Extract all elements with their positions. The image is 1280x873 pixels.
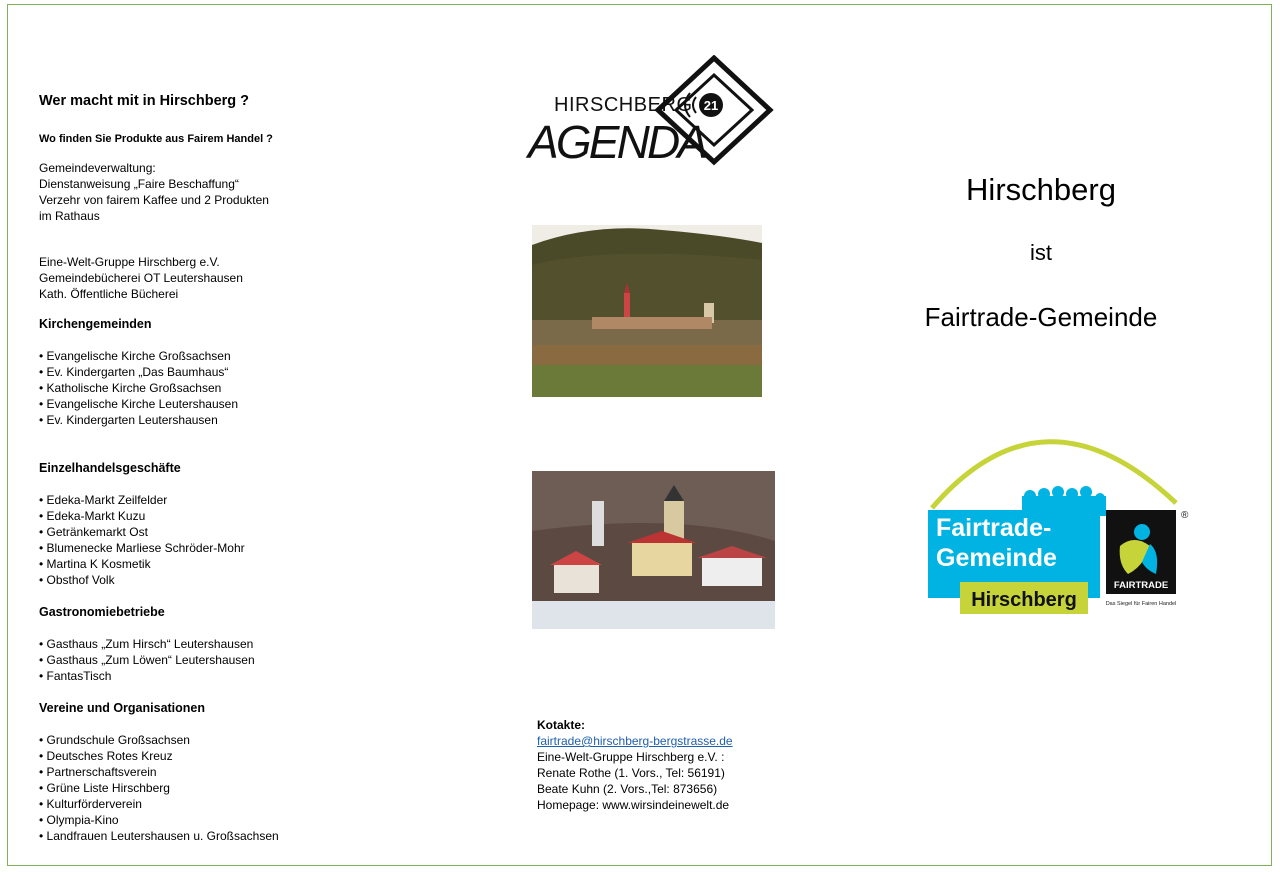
contact-email-link[interactable]: fairtrade@hirschberg-bergstrasse.de: [537, 734, 733, 748]
list-item: • Edeka-Markt Zeilfelder: [39, 493, 168, 507]
list-item: • Martina K Kosmetik: [39, 557, 151, 571]
contact-line: Eine-Welt-Gruppe Hirschberg e.V. :: [537, 750, 725, 764]
section-title-kirchen: Kirchengemeinden: [39, 317, 152, 331]
contact-title: Kotakte:: [537, 718, 586, 732]
list-item: • Blumenecke Marliese Schröder-Mohr: [39, 541, 245, 555]
agenda-main-text: AGENDA: [528, 116, 708, 168]
list-item: • Grüne Liste Hirschberg: [39, 781, 170, 795]
list-item: • Obsthof Volk: [39, 573, 115, 587]
institutions-block: [39, 254, 243, 302]
section-title-vereine: Vereine und Organisationen: [39, 701, 206, 715]
list-item: • Evangelische Kirche Leutershausen: [39, 397, 238, 411]
agenda-top-text: HIRSCHBERG: [554, 94, 692, 116]
gemeinde-block: [39, 160, 269, 224]
section-list-einzelhandel: [39, 492, 245, 588]
block2-line: Gemeindebücherei OT Leutershausen: [39, 271, 243, 285]
agenda-badge-text: 21: [703, 98, 719, 113]
title-fairtrade-gemeinde: Fairtrade-Gemeinde: [924, 302, 1158, 332]
list-item: • Getränkemarkt Ost: [39, 525, 148, 539]
section-list-kirchen: [39, 348, 238, 428]
block1-line: Gemeindeverwaltung:: [39, 161, 156, 175]
section-list-gastro: [39, 636, 255, 684]
landscape-image: [532, 225, 762, 397]
list-item: • Landfrauen Leutershausen u. Großsachsen: [39, 829, 279, 843]
contact-line: Renate Rothe (1. Vors., Tel: 56191): [537, 766, 725, 780]
winter-image: [532, 471, 775, 629]
list-item: • Grundschule Großsachsen: [39, 733, 190, 747]
list-item: • FantasTisch: [39, 669, 112, 683]
fairtrade-tagline: Das Siegel für Fairen Handel: [1105, 601, 1177, 607]
registered-mark: ®: [1181, 510, 1189, 521]
block1-line: im Rathaus: [39, 209, 100, 223]
agenda-21-logo: [524, 55, 774, 170]
section-title-gastro: Gastronomiebetriebe: [39, 605, 165, 619]
logo-town: Hirschberg: [971, 589, 1077, 611]
list-item: • Evangelische Kirche Großsachsen: [39, 349, 231, 363]
title-ist: ist: [1030, 240, 1052, 265]
list-item: • Deutsches Rotes Kreuz: [39, 749, 173, 763]
list-item: • Ev. Kindergarten Leutershausen: [39, 413, 218, 427]
list-item: • Olympia-Kino: [39, 813, 119, 827]
contact-line: Homepage: www.wirsindeinewelt.de: [537, 798, 730, 812]
winter-village-photo: [532, 471, 775, 629]
contact-line: Beate Kuhn (2. Vors.,Tel: 873656): [537, 782, 718, 796]
list-item: • Gasthaus „Zum Löwen“ Leutershausen: [39, 653, 255, 667]
block2-line: Kath. Öffentliche Bücherei: [39, 287, 179, 301]
list-item: • Katholische Kirche Großsachsen: [39, 381, 222, 395]
section-list-vereine: [39, 732, 279, 844]
contact-block: [537, 717, 733, 813]
block1-line: Verzehr von fairem Kaffee und 2 Produkten: [39, 193, 269, 207]
left-subheading: Wo finden Sie Produkte aus Fairem Handel ?: [39, 133, 273, 145]
logo-line1: Fairtrade-: [936, 514, 1052, 542]
list-item: • Gasthaus „Zum Hirsch“ Leutershausen: [39, 637, 254, 651]
list-item: • Ev. Kindergarten „Das Baumhaus“: [39, 365, 229, 379]
fairtrade-mark-label: FAIRTRADE: [1113, 580, 1169, 591]
title-hirschberg: Hirschberg: [966, 172, 1116, 207]
block1-line: Dienstanweisung „Faire Beschaffung“: [39, 177, 239, 191]
logo-line2: Gemeinde: [936, 544, 1057, 572]
list-item: • Partnerschaftsverein: [39, 765, 157, 779]
village-landscape-photo: [532, 225, 762, 397]
list-item: • Kulturförderverein: [39, 797, 142, 811]
block2-line: Eine-Welt-Gruppe Hirschberg e.V.: [39, 255, 220, 269]
section-title-einzelhandel: Einzelhandelsgeschäfte: [39, 461, 181, 475]
list-item: • Edeka-Markt Kuzu: [39, 509, 146, 523]
left-heading: Wer macht mit in Hirschberg ?: [39, 93, 250, 109]
fairtrade-gemeinde-logo: [924, 428, 1194, 618]
